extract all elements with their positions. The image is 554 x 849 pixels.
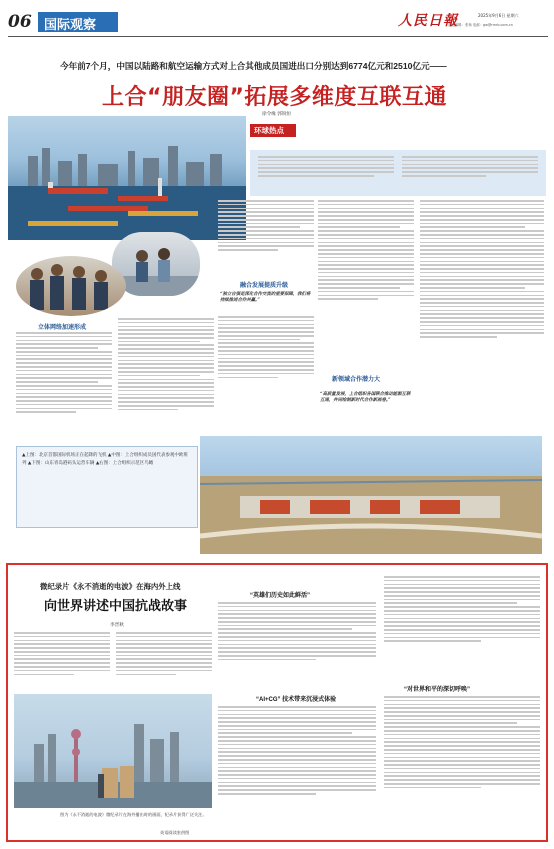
skyline-photo [14,694,212,808]
lead-byline: 徐令缘 郭锐恒 [262,112,292,117]
feature-col4 [384,576,540,680]
header-rule [8,36,548,37]
pull-quote-1: “独立自强是深化合作交流的重要保障，我们将持续推进合作共赢。” [220,292,311,303]
col4-text [318,200,414,360]
feature-sub-head-2: “AI+CG” 技术带来沉浸式体验 [256,697,337,703]
section-title: 国际观察 [44,18,97,33]
port-illustration [8,116,246,240]
date-line: 2025年9月6日 星期六 [478,13,519,18]
feature-headline: 向世界讲述中国抗战故事 [44,599,188,614]
skyline-illustration [14,694,212,808]
col3-text-a [218,200,314,276]
aerial-photo [200,436,542,554]
col3-text-b [218,316,314,426]
lead-kicker: 今年前7个月，中国以陆路和航空运输方式对上合其他成员国进出口分别达到6774亿元和2510亿元—— [60,61,447,71]
feature-photo-credit: 英语阅读室供图 [160,830,190,835]
masthead-logo: 人民日報 [398,13,458,29]
port-photo [8,116,246,240]
sub-head-2: 融合发展提质升级 [240,283,289,289]
feature-col3 [218,602,376,686]
photo-notes [16,446,198,528]
col2-text [118,318,214,440]
sub-head-1: 立体网络加速形成 [38,325,87,331]
group-photo [16,256,126,316]
feature-byline: 李晋秋 [110,623,124,628]
photo-notes-text: ▲上图：北京首都国际机场正在起降的飞机 ▲中图：上合组织成员国代表参观中欧班列 ▲下图：山东青岛港码头运营车辆 ▲右图：上合组织示范区鸟瞰 [22,453,188,466]
editor-line: 责任编辑：张杨 电邮：gw@rmrb.com.cn [448,23,513,27]
feature-col2 [116,632,212,692]
left-column-text [16,332,112,440]
feature-col3b [218,706,376,838]
section-badge [38,12,118,32]
feature-photo-caption: 图为《永不消逝的电波》微纪录片在海外播出时的画面，纪录片获得广泛关注。 [60,812,207,817]
col5-text [420,200,544,430]
group-illustration [16,256,126,316]
feature-col4b [384,696,540,836]
page-number: 06 [8,12,32,32]
hot-tag [250,124,296,137]
sub-head-3: 新领域合作潜力大 [332,377,381,383]
pull-quote-2: “高质量发展，上合组织各国联合推动能源互联互通，共同绘制新时代合作新画卷。” [320,392,411,403]
lead-summary-box [250,150,546,196]
feature-label: 微纪录片《永不消逝的电波》在海内外上线 [40,582,181,591]
feature-sub-head-3: “对世界和平的深切呼唤” [404,687,471,693]
hot-tag-label: 环球热点 [254,126,284,135]
lead-headline: 上合“朋友圈”拓展多维度互联互通 [102,85,447,110]
page-header [8,10,548,50]
feature-col1 [14,632,110,692]
aerial-illustration [200,436,542,554]
feature-sub-head-1: “英雄们历史如此鲜活” [250,593,311,599]
